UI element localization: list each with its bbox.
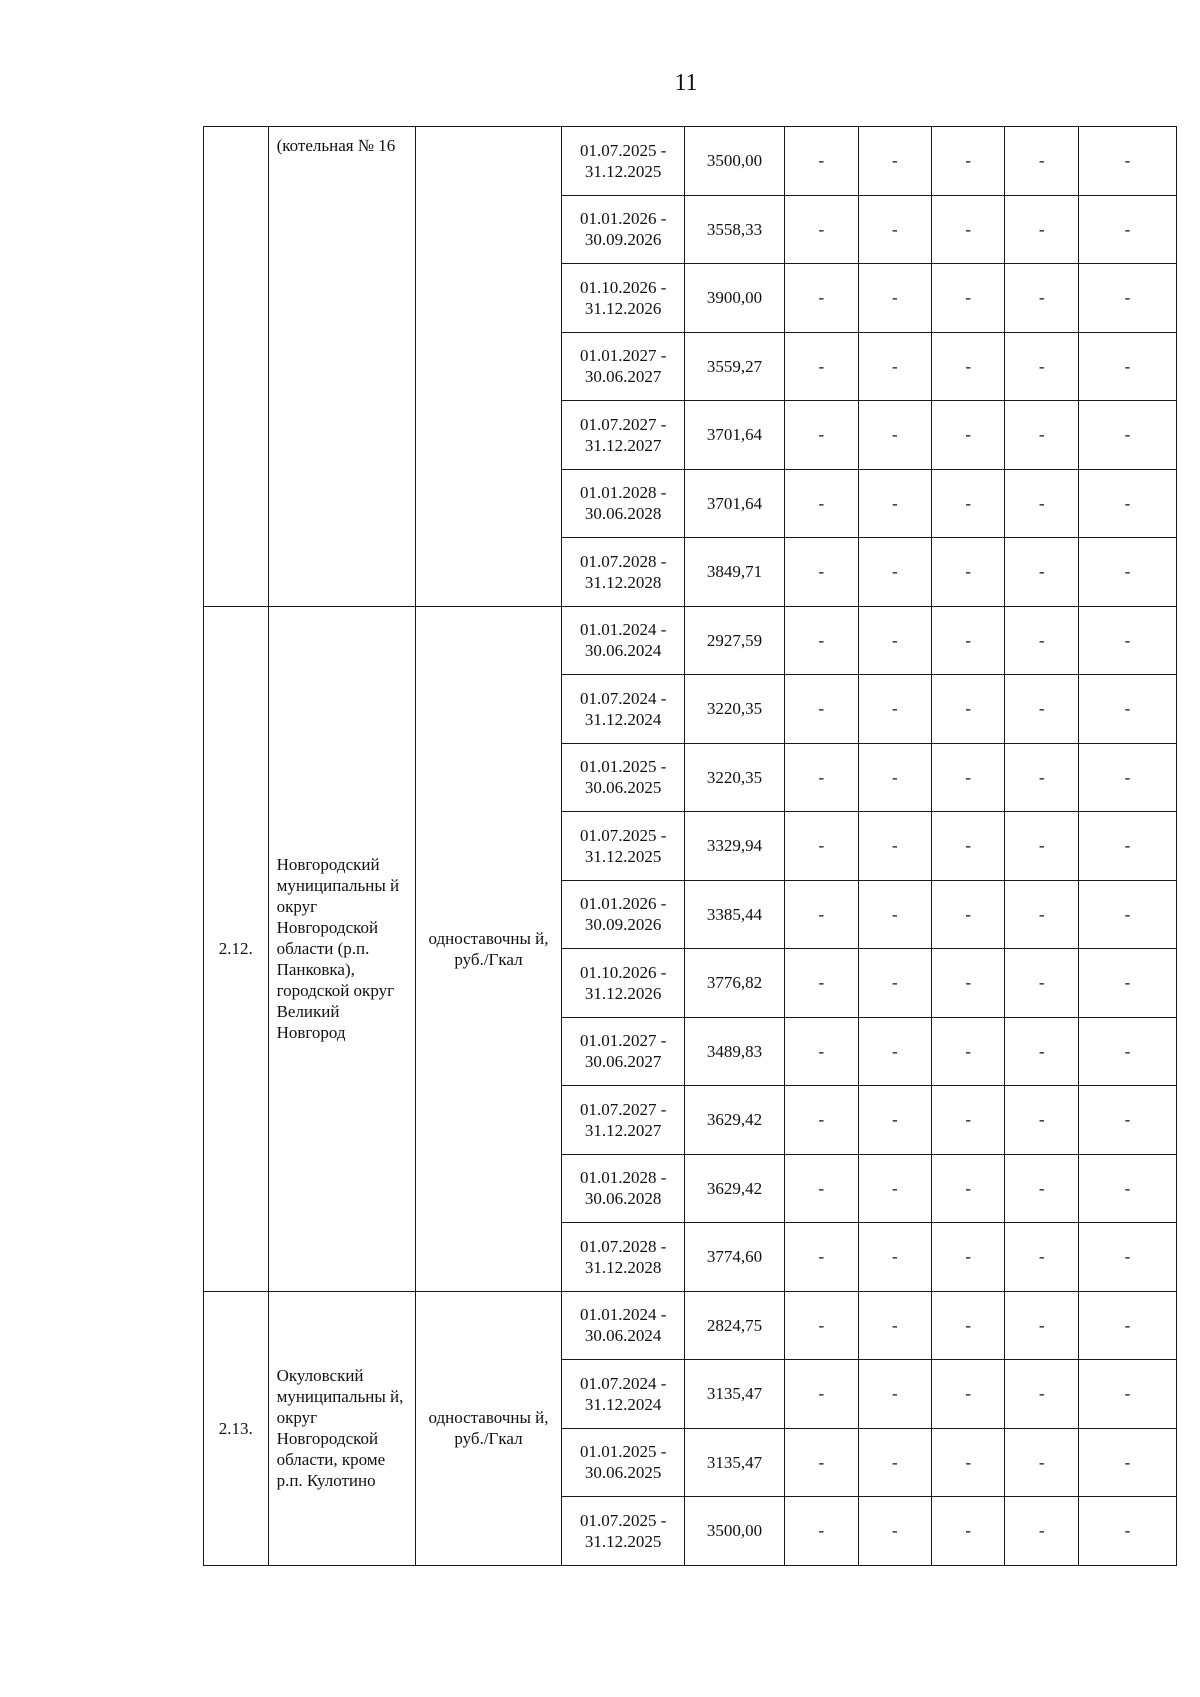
empty-value-cell: - [1005,1017,1078,1086]
empty-value-cell: - [932,538,1005,607]
empty-value-cell: - [1078,1223,1176,1292]
empty-value-cell: - [932,1291,1005,1360]
period-cell [562,949,684,1018]
empty-value-cell: - [932,332,1005,401]
period-cell [562,469,684,538]
empty-value-cell: - [1005,949,1078,1018]
empty-value-cell: - [932,812,1005,881]
tariff-value: 3135,47 [684,1360,784,1429]
period-end: 31.12.2028 [584,1257,662,1277]
empty-value-cell: - [1005,1154,1078,1223]
period-start: 01.07.2028 - [579,551,667,571]
empty-value-cell: - [932,127,1005,196]
empty-value-cell: - [858,880,931,949]
empty-value-cell: - [932,1497,1005,1566]
empty-value-cell: - [1005,195,1078,264]
period-cell [562,127,684,196]
empty-value-cell: - [1078,1017,1176,1086]
empty-value-cell: - [1005,1291,1078,1360]
empty-value-cell: - [1078,675,1176,744]
empty-value-cell: - [785,264,858,333]
tariff-value: 3701,64 [684,401,784,470]
table-row [204,127,1177,196]
empty-value-cell: - [932,1428,1005,1497]
empty-value-cell: - [858,606,931,675]
period-end: 30.06.2025 [584,1463,662,1483]
period-end: 31.12.2025 [584,161,662,181]
period-end: 30.06.2027 [584,367,662,387]
tariff-type: одноставочны й, руб./Гкал [415,1291,562,1565]
period-cell [562,812,684,881]
tariff-type [415,127,562,607]
empty-value-cell: - [932,606,1005,675]
period-cell [562,1017,684,1086]
empty-value-cell: - [858,1223,931,1292]
period-start: 01.01.2027 - [579,346,667,366]
empty-value-cell: - [858,1497,931,1566]
empty-value-cell: - [1005,1497,1078,1566]
empty-value-cell: - [785,195,858,264]
period-cell [562,1086,684,1155]
period-start: 01.07.2027 - [579,1099,667,1119]
period-end: 30.09.2026 [584,915,662,935]
empty-value-cell: - [785,1428,858,1497]
empty-value-cell: - [785,1223,858,1292]
period-end: 31.12.2027 [584,435,662,455]
period-end: 31.12.2025 [584,1531,662,1551]
tariff-value: 3776,82 [684,949,784,1018]
empty-value-cell: - [785,1154,858,1223]
empty-value-cell: - [858,1360,931,1429]
period-cell [562,1291,684,1360]
period-start: 01.01.2025 - [579,1442,667,1462]
period-start: 01.07.2025 - [579,1510,667,1530]
empty-value-cell: - [932,1017,1005,1086]
tariff-value: 3849,71 [684,538,784,607]
empty-value-cell: - [785,880,858,949]
tariff-value: 3220,35 [684,675,784,744]
empty-value-cell: - [785,1291,858,1360]
empty-value-cell: - [858,195,931,264]
empty-value-cell: - [1078,743,1176,812]
empty-value-cell: - [932,1223,1005,1292]
period-cell [562,743,684,812]
period-end: 31.12.2025 [584,846,662,866]
period-cell [562,880,684,949]
empty-value-cell: - [1005,1428,1078,1497]
period-end: 31.12.2026 [584,298,662,318]
empty-value-cell: - [858,1154,931,1223]
period-end: 30.06.2024 [584,1326,662,1346]
empty-value-cell: - [932,675,1005,744]
empty-value-cell: - [858,1291,931,1360]
empty-value-cell: - [1005,812,1078,881]
empty-value-cell: - [858,538,931,607]
tariff-value: 3500,00 [684,1497,784,1566]
period-start: 01.01.2027 - [579,1031,667,1051]
tariff-type: одноставочны й, руб./Гкал [415,606,562,1291]
empty-value-cell: - [858,1017,931,1086]
tariff-value: 3135,47 [684,1428,784,1497]
tariff-value: 3629,42 [684,1154,784,1223]
empty-value-cell: - [1005,606,1078,675]
empty-value-cell: - [1005,401,1078,470]
empty-value-cell: - [785,606,858,675]
period-start: 01.01.2026 - [579,209,667,229]
empty-value-cell: - [1005,538,1078,607]
period-end: 30.06.2028 [584,504,662,524]
empty-value-cell: - [932,195,1005,264]
period-start: 01.01.2026 - [579,894,667,914]
territory-name: (котельная № 16 [268,127,415,607]
empty-value-cell: - [1078,1086,1176,1155]
empty-value-cell: - [858,743,931,812]
page-number: 11 [674,70,698,96]
item-number: 2.12. [204,606,269,1291]
empty-value-cell: - [1078,401,1176,470]
empty-value-cell: - [932,880,1005,949]
empty-value-cell: - [1005,743,1078,812]
item-number [204,127,269,607]
period-start: 01.07.2028 - [579,1236,667,1256]
tariff-value: 3489,83 [684,1017,784,1086]
empty-value-cell: - [932,401,1005,470]
empty-value-cell: - [1078,1360,1176,1429]
tariff-value: 3558,33 [684,195,784,264]
period-start: 01.07.2027 - [579,414,667,434]
empty-value-cell: - [932,743,1005,812]
empty-value-cell: - [785,332,858,401]
period-cell [562,1428,684,1497]
empty-value-cell: - [1078,1428,1176,1497]
empty-value-cell: - [932,949,1005,1018]
period-end: 31.12.2026 [584,983,662,1003]
empty-value-cell: - [785,812,858,881]
period-cell [562,1223,684,1292]
tariff-value: 3774,60 [684,1223,784,1292]
period-cell [562,606,684,675]
item-number: 2.13. [204,1291,269,1565]
empty-value-cell: - [1078,538,1176,607]
tariff-value: 2927,59 [684,606,784,675]
empty-value-cell: - [932,1086,1005,1155]
tariff-value: 3220,35 [684,743,784,812]
tariff-value: 3559,27 [684,332,784,401]
empty-value-cell: - [932,264,1005,333]
empty-value-cell: - [858,469,931,538]
empty-value-cell: - [1005,127,1078,196]
empty-value-cell: - [1005,675,1078,744]
period-start: 01.01.2028 - [579,483,667,503]
territory-name: Окуловский муниципальны й, округ Новгородской области, кроме р.п. Кулотино [268,1291,415,1565]
empty-value-cell: - [785,469,858,538]
empty-value-cell: - [1005,469,1078,538]
period-end: 31.12.2028 [584,572,662,592]
period-end: 30.06.2024 [584,641,662,661]
tariff-value: 3500,00 [684,127,784,196]
period-start: 01.07.2025 - [579,825,667,845]
empty-value-cell: - [785,675,858,744]
tariff-value: 3701,64 [684,469,784,538]
empty-value-cell: - [1005,1223,1078,1292]
tariff-value: 3629,42 [684,1086,784,1155]
period-cell [562,264,684,333]
empty-value-cell: - [858,1428,931,1497]
empty-value-cell: - [1005,880,1078,949]
period-start: 01.01.2028 - [579,1168,667,1188]
period-start: 01.10.2026 - [579,277,667,297]
period-cell [562,195,684,264]
period-cell [562,538,684,607]
period-start: 01.07.2024 - [579,688,667,708]
empty-value-cell: - [785,1360,858,1429]
period-end: 30.06.2028 [584,1189,662,1209]
empty-value-cell: - [1078,127,1176,196]
period-end: 31.12.2027 [584,1120,662,1140]
empty-value-cell: - [785,538,858,607]
empty-value-cell: - [785,949,858,1018]
period-start: 01.07.2024 - [579,1373,667,1393]
period-end: 30.09.2026 [584,230,662,250]
empty-value-cell: - [1078,195,1176,264]
empty-value-cell: - [1078,880,1176,949]
period-start: 01.01.2025 - [579,757,667,777]
tariff-value: 3329,94 [684,812,784,881]
empty-value-cell: - [1078,606,1176,675]
period-end: 31.12.2024 [584,1394,662,1414]
period-start: 01.07.2025 - [579,140,667,160]
period-cell [562,332,684,401]
empty-value-cell: - [785,401,858,470]
territory-name: Новгородский муниципальны й округ Новгородской области (р.п. Панковка), городской округ Великий Новгород [268,606,415,1291]
empty-value-cell: - [1078,1154,1176,1223]
empty-value-cell: - [1078,1497,1176,1566]
empty-value-cell: - [858,675,931,744]
empty-value-cell: - [1078,332,1176,401]
period-start: 01.01.2024 - [579,1305,667,1325]
period-start: 01.10.2026 - [579,962,667,982]
empty-value-cell: - [1005,1360,1078,1429]
empty-value-cell: - [1078,812,1176,881]
period-cell [562,1497,684,1566]
empty-value-cell: - [858,949,931,1018]
empty-value-cell: - [785,1497,858,1566]
period-end: 30.06.2027 [584,1052,662,1072]
empty-value-cell: - [858,1086,931,1155]
empty-value-cell: - [1078,469,1176,538]
empty-value-cell: - [1078,949,1176,1018]
period-cell [562,675,684,744]
empty-value-cell: - [858,812,931,881]
empty-value-cell: - [1005,264,1078,333]
empty-value-cell: - [858,401,931,470]
period-cell [562,1154,684,1223]
tariff-value: 2824,75 [684,1291,784,1360]
empty-value-cell: - [1078,264,1176,333]
empty-value-cell: - [932,469,1005,538]
empty-value-cell: - [1005,1086,1078,1155]
period-cell [562,401,684,470]
empty-value-cell: - [858,127,931,196]
empty-value-cell: - [785,1017,858,1086]
empty-value-cell: - [932,1360,1005,1429]
table-row [204,1291,1177,1360]
table-body [204,127,1177,1566]
empty-value-cell: - [785,743,858,812]
period-cell [562,1360,684,1429]
period-start: 01.01.2024 - [579,620,667,640]
period-end: 30.06.2025 [584,778,662,798]
table-row [204,606,1177,675]
empty-value-cell: - [858,332,931,401]
tariff-value: 3385,44 [684,880,784,949]
tariff-table [203,126,1177,1566]
tariff-value: 3900,00 [684,264,784,333]
empty-value-cell: - [932,1154,1005,1223]
period-end: 31.12.2024 [584,709,662,729]
empty-value-cell: - [1005,332,1078,401]
empty-value-cell: - [1078,1291,1176,1360]
empty-value-cell: - [785,1086,858,1155]
empty-value-cell: - [858,264,931,333]
empty-value-cell: - [785,127,858,196]
